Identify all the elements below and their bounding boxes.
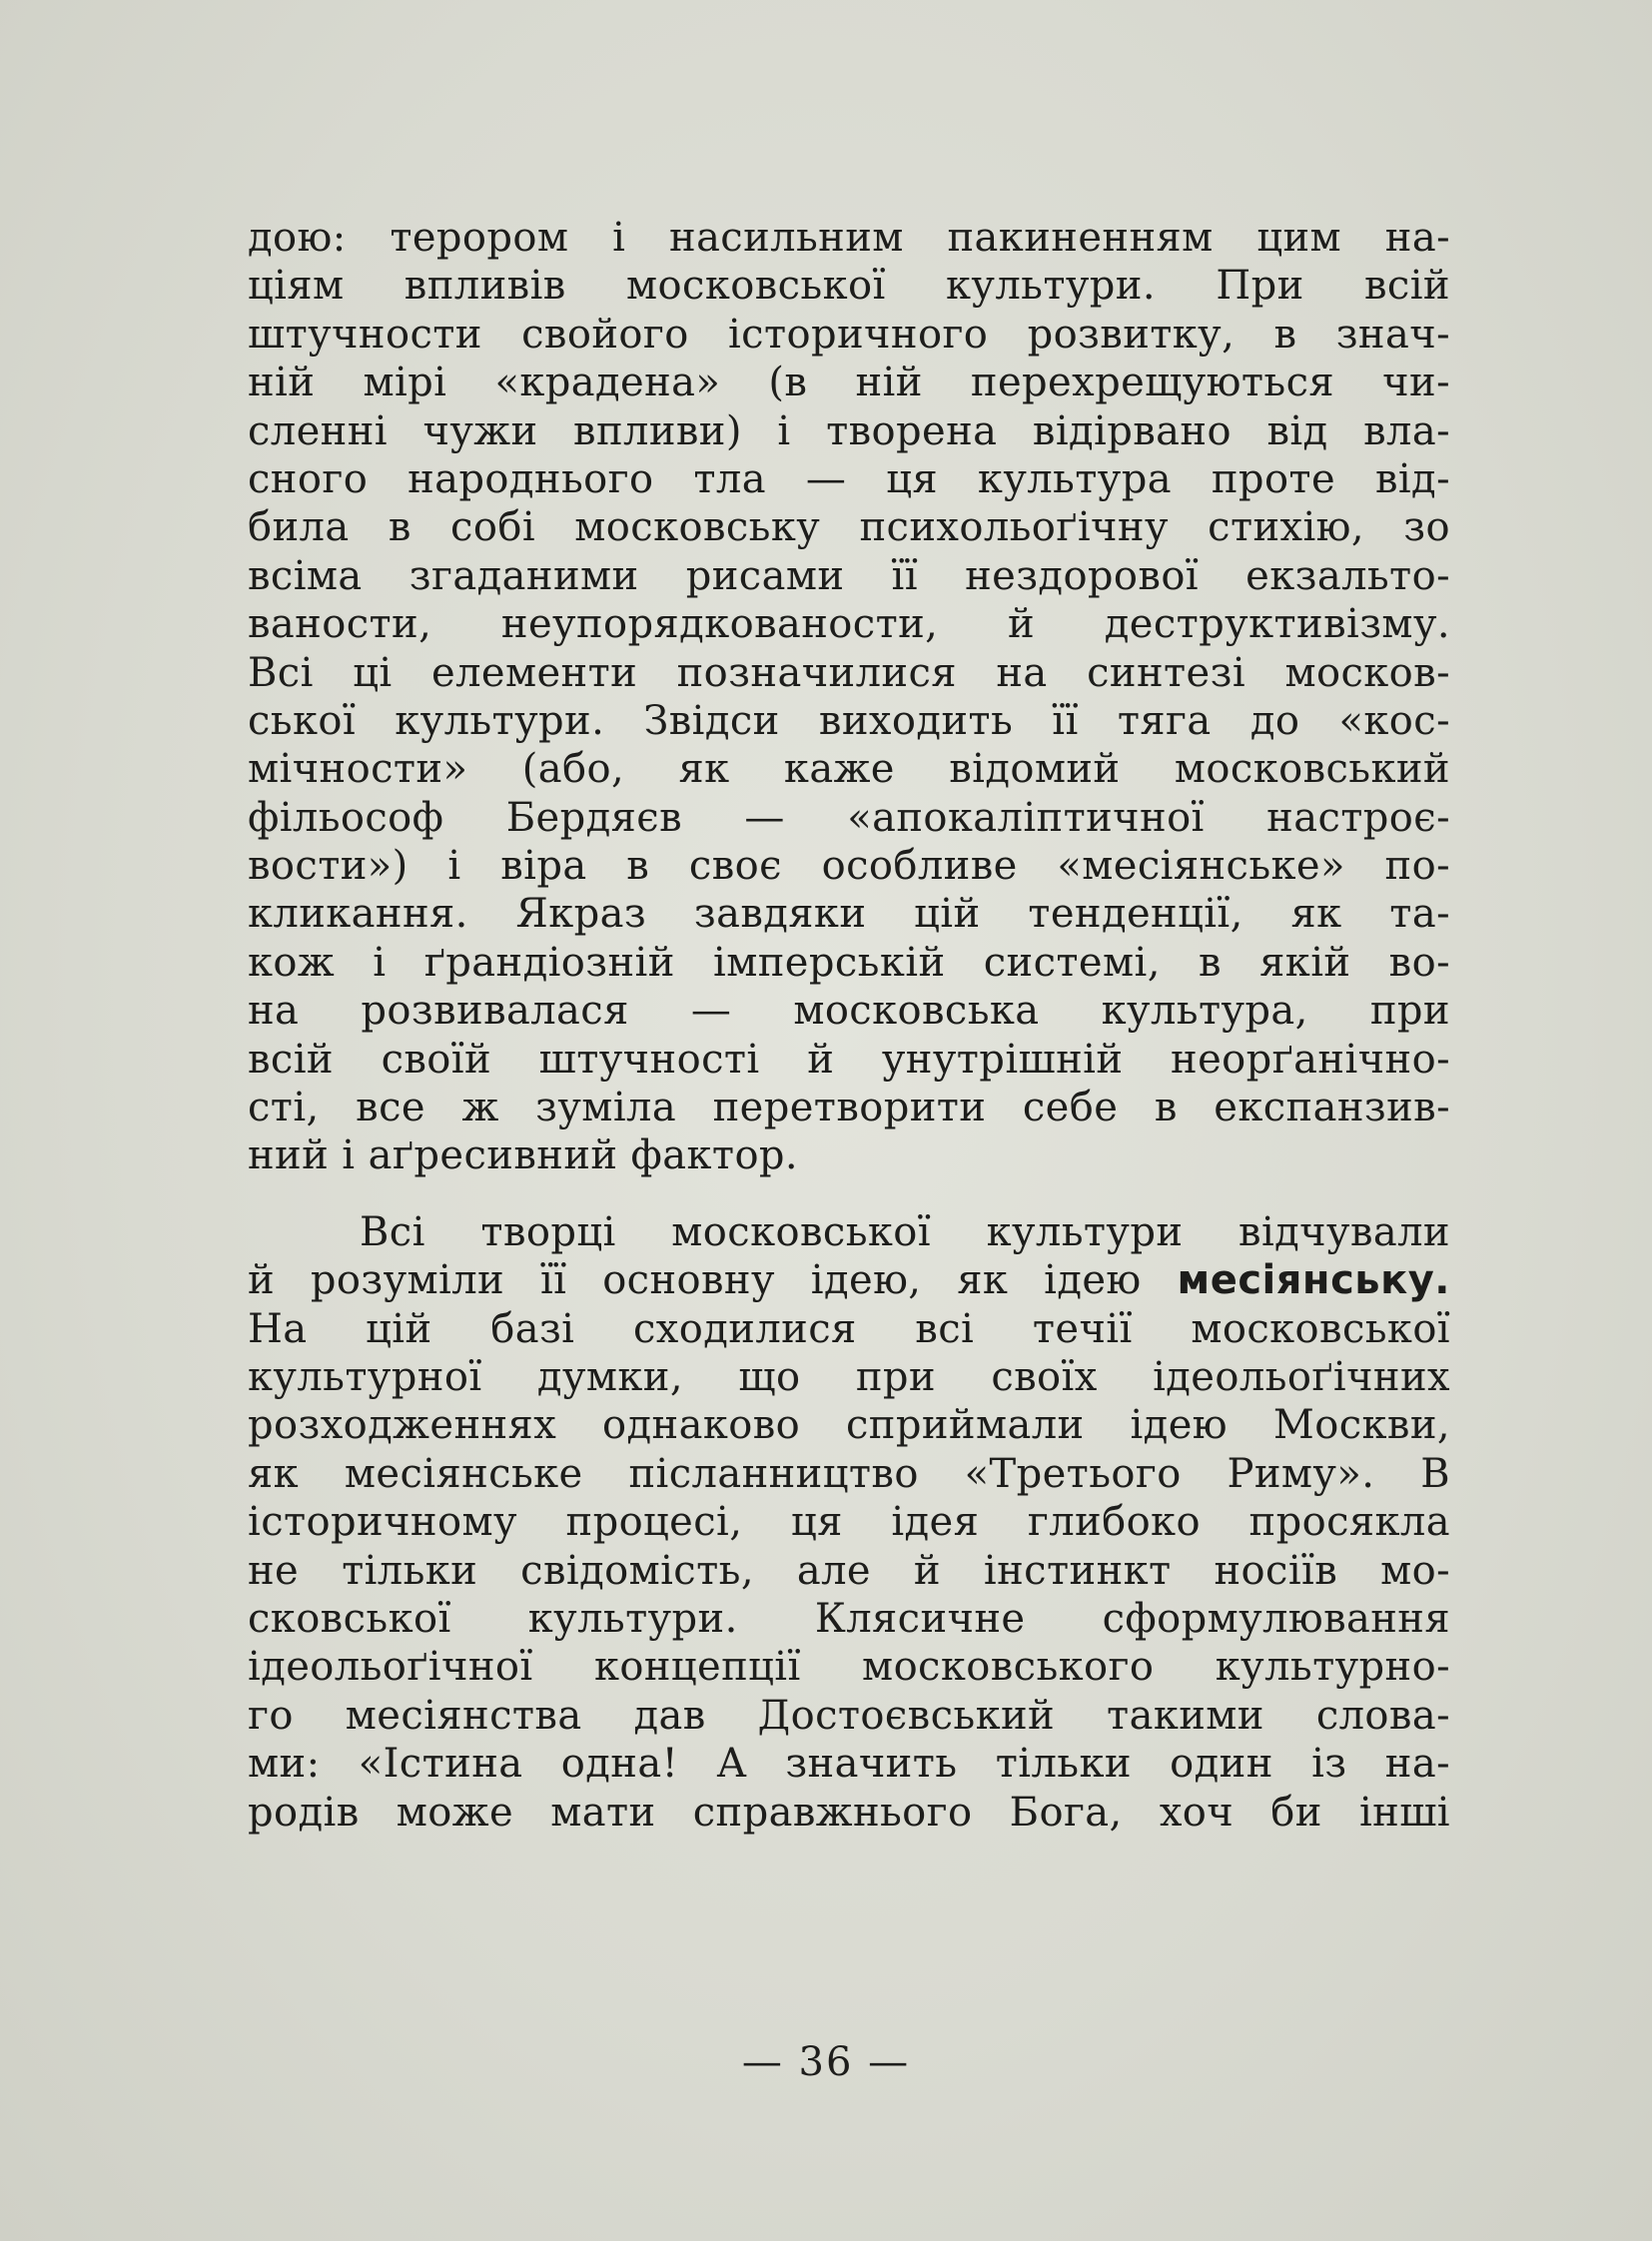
paragraph-gap [248,1180,1450,1208]
text-line: всій своїй штучності й унутрішній неорґанічно- [248,1036,1450,1083]
page-number: — 36 — [741,2039,911,2085]
text-line: вости») і віра в своє особливе «месіянське» по- [248,843,1450,890]
text-line: ми: «Істина одна! А значить тільки один із на- [248,1741,1450,1788]
text-line: ської культури. Звідси виходить її тяга до «кос- [248,697,1450,744]
text-line: на розвивалася — московська культура, при [248,988,1450,1035]
text-line: кликання. Якраз завдяки цій тенденції, як та- [248,891,1450,938]
text-line: ній мірі «крадена» (в ній перехрещуються чи- [248,360,1450,406]
text-line: розходженнях однаково сприймали ідею Москви, [248,1402,1450,1449]
text-line: го месіянства дав Достоєвський такими слова- [248,1692,1450,1739]
text-line: била в собі московську психольоґічну стихію, зо [248,504,1450,551]
text-line: ціям впливів московської культури. При всій [248,263,1450,310]
text-line: штучности свойого історичного розвитку, в знач- [248,311,1450,358]
paragraph-2 [248,1208,1450,1837]
emphasized-word: месіянську. [1177,1257,1450,1304]
text-line-with-emphasis [248,1256,1450,1304]
text-line: ідеольоґічної концепції московського культурно- [248,1644,1450,1691]
text-line: На цій базі сходилися всі течії московської [248,1305,1450,1352]
text-line: кож і ґрандіозній імперській системі, в якій во- [248,939,1450,986]
text-line-part: й розуміли її основну ідею, як ідею [248,1257,1178,1304]
text-line: мічности» (або, як каже відомий московський [248,746,1450,793]
text-line: не тільки свідомість, але й інстинкт носіїв мо- [248,1547,1450,1594]
text-line: сті, все ж зуміла перетворити себе в експанзив- [248,1085,1450,1131]
text-line: дою: терором і насильним пакиненням цим на- [248,215,1450,261]
text-line: всіма згаданими рисами її нездорової екзальто- [248,552,1450,599]
text-line: сковської культури. Клясичне сформулювання [248,1595,1450,1642]
text-line: родів може мати справжнього Бога, хоч би інші [248,1789,1450,1836]
paragraph-1 [248,214,1450,1180]
text-line: сного народнього тла — ця культура проте від- [248,455,1450,502]
text-line: культурної думки, що при своїх ідеольоґічних [248,1353,1450,1400]
text-line: ваности, неупорядкованости, й деструктивізму. [248,601,1450,648]
main-text [248,214,1450,1837]
text-line: Всі творці московської культури відчували [360,1208,1450,1255]
text-line: як месіянське післанництво «Третього Риму». В [248,1450,1450,1497]
text-line: фільософ Бердяєв — «апокаліптичної настроє- [248,794,1450,841]
text-line: сленні чужи впливи) і творена відірвано від вла- [248,407,1450,454]
text-line: Всі ці елементи позначилися на синтезі москов- [248,649,1450,696]
text-line: ний і аґресивний фактор. [248,1132,799,1179]
text-line: історичному процесі, ця ідея глибоко просякла [248,1499,1450,1546]
